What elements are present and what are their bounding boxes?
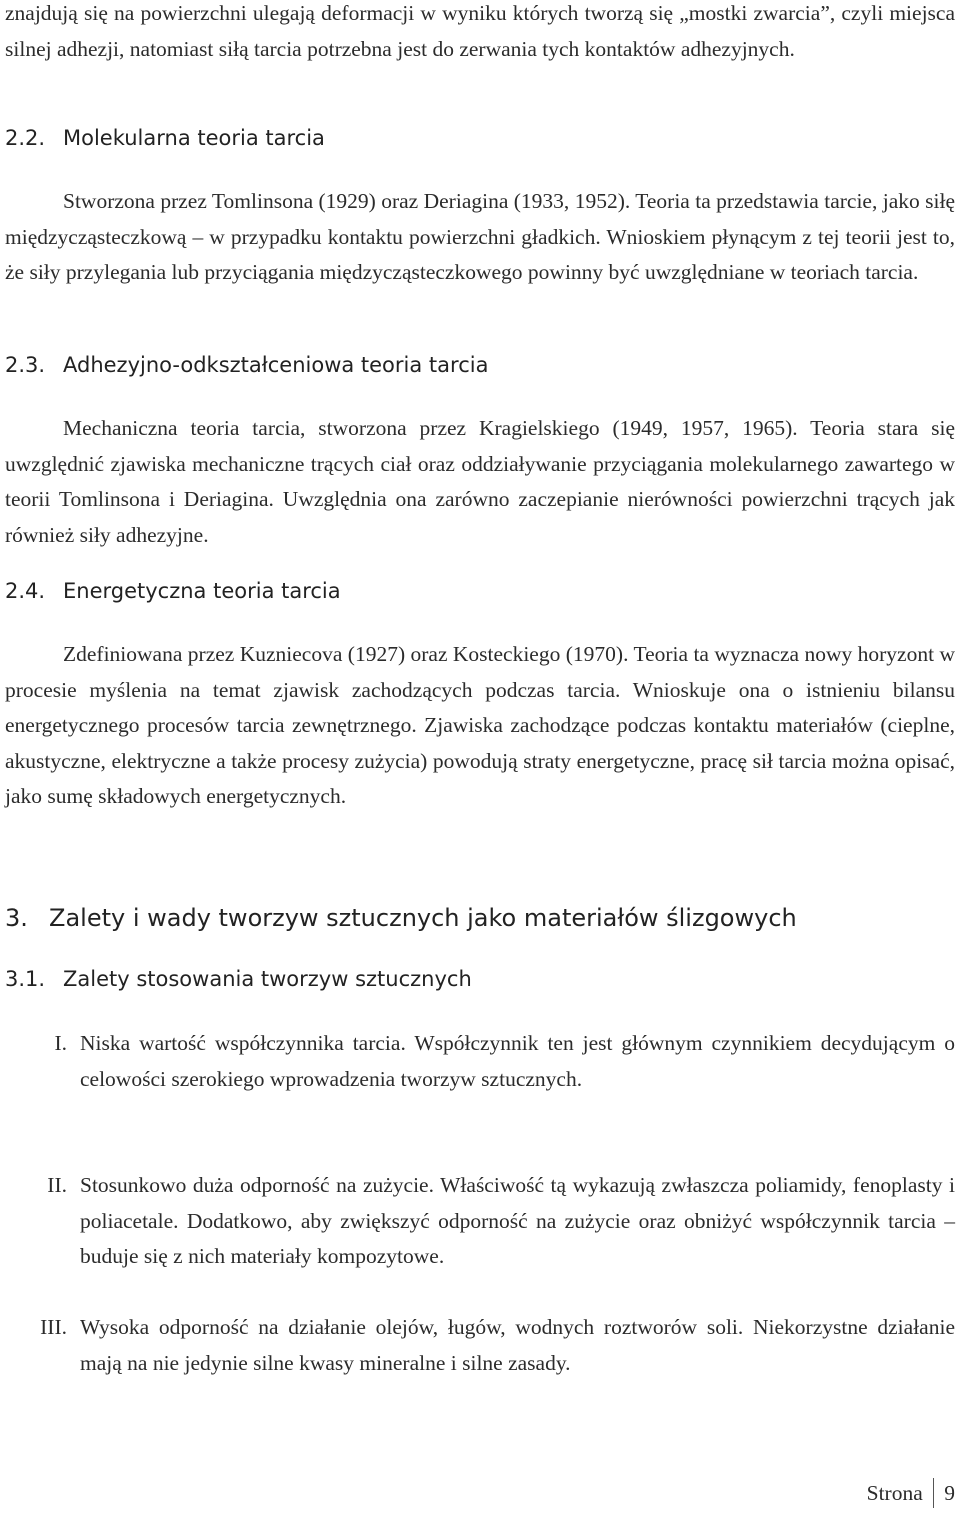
paragraph-adhesion-theory: Mechaniczna teoria tarcia, stworzona przez Kragielskiego (1949, 1957, 1965). Teoria stara się uwzględnić zjawiska mechaniczne trących ciał oraz oddziaływanie przyciągania molekularnego zawartego w teorii Tomlinsona i Deriagina. Uwzględnia ona zarówno zaczepianie nierówności powierzchni trących jak również siły adhezyjne.	[5, 416, 955, 547]
list-item	[5, 1168, 955, 1275]
list-item	[5, 1310, 955, 1381]
heading-3-1	[5, 967, 472, 991]
heading-3	[5, 904, 797, 932]
list-item-text: Stosunkowo duża odporność na zużycie. Właściwość tą wykazują zwłaszcza poliamidy, fenoplasty i poliacetale. Dodatkowo, aby zwiększyć odporność na zużycie oraz obniżyć współczynnik tarcia – buduje się z nich materiały kompozytowe.	[80, 1173, 955, 1268]
page-number: 9	[944, 1480, 955, 1505]
heading-title: Molekularna teoria tarcia	[63, 126, 325, 150]
paragraph-intro-continuation: znajdują się na powierzchni ulegają deformacji w wyniku których tworzą się „mostki zwarcia”, czyli miejsca silnej adhezji, natomiast siłą tarcia potrzebna jest do zerwania tych kontaktów adhezyjnych.	[5, 1, 955, 61]
heading-title: Adhezyjno-odkształceniowa teoria tarcia	[63, 353, 489, 377]
heading-title: Zalety i wady tworzyw sztucznych jako materiałów ślizgowych	[49, 904, 797, 932]
list-item	[5, 1026, 955, 1097]
list-number: II.	[47, 1173, 67, 1197]
footer-divider	[933, 1478, 935, 1508]
heading-2-2	[5, 126, 325, 150]
list-number: I.	[54, 1031, 67, 1055]
paragraph-energy-theory: Zdefiniowana przez Kuzniecova (1927) oraz Kosteckiego (1970). Teoria ta wyznacza nowy horyzont w procesie myślenia na temat zjawisk zachodzących podczas tarcia. Wnioskuje ona o istnieniu bilansu energetycznego procesów tarcia zewnętrznego. Zjawiska zachodzące podczas kontaktu materiałów (cieplne, akustyczne, elektryczne a także procesy zużycia) powodują straty energetyczne, pracę sił tarcia można opisać, jako sumę składowych energetycznych.	[5, 642, 955, 808]
heading-title: Energetyczna teoria tarcia	[63, 579, 341, 603]
heading-number: 2.4.	[5, 579, 46, 603]
list-item-text: Wysoka odporność na działanie olejów, ługów, wodnych roztworów soli. Niekorzystne działanie mają na nie jedynie silne kwasy mineralne i silne zasady.	[80, 1315, 955, 1375]
heading-2-4	[5, 579, 341, 603]
heading-number: 3.1.	[5, 967, 46, 991]
heading-number: 2.2.	[5, 126, 46, 150]
heading-number: 2.3.	[5, 353, 46, 377]
heading-2-3	[5, 353, 488, 377]
heading-title: Zalety stosowania tworzyw sztucznych	[63, 967, 472, 991]
heading-number: 3.	[5, 904, 28, 932]
list-item-text: Niska wartość współczynnika tarcia. Współczynnik ten jest głównym czynnikiem decydującym o celowości szerokiego wprowadzenia tworzyw sztucznych.	[80, 1031, 955, 1091]
list-number: III.	[40, 1315, 67, 1339]
footer-label: Strona	[866, 1480, 923, 1505]
page-footer	[867, 1478, 955, 1508]
paragraph-molecular-theory: Stworzona przez Tomlinsona (1929) oraz Deriagina (1933, 1952). Teoria ta przedstawia tarcie, jako siłę międzycząsteczkową – w przypadku kontaktu powierzchni gładkich. Wnioskiem płynącym z tej teorii jest to, że siły przylegania lub przyciągania międzycząsteczkowego powinny być uwzględniane w teoriach tarcia.	[5, 189, 955, 284]
